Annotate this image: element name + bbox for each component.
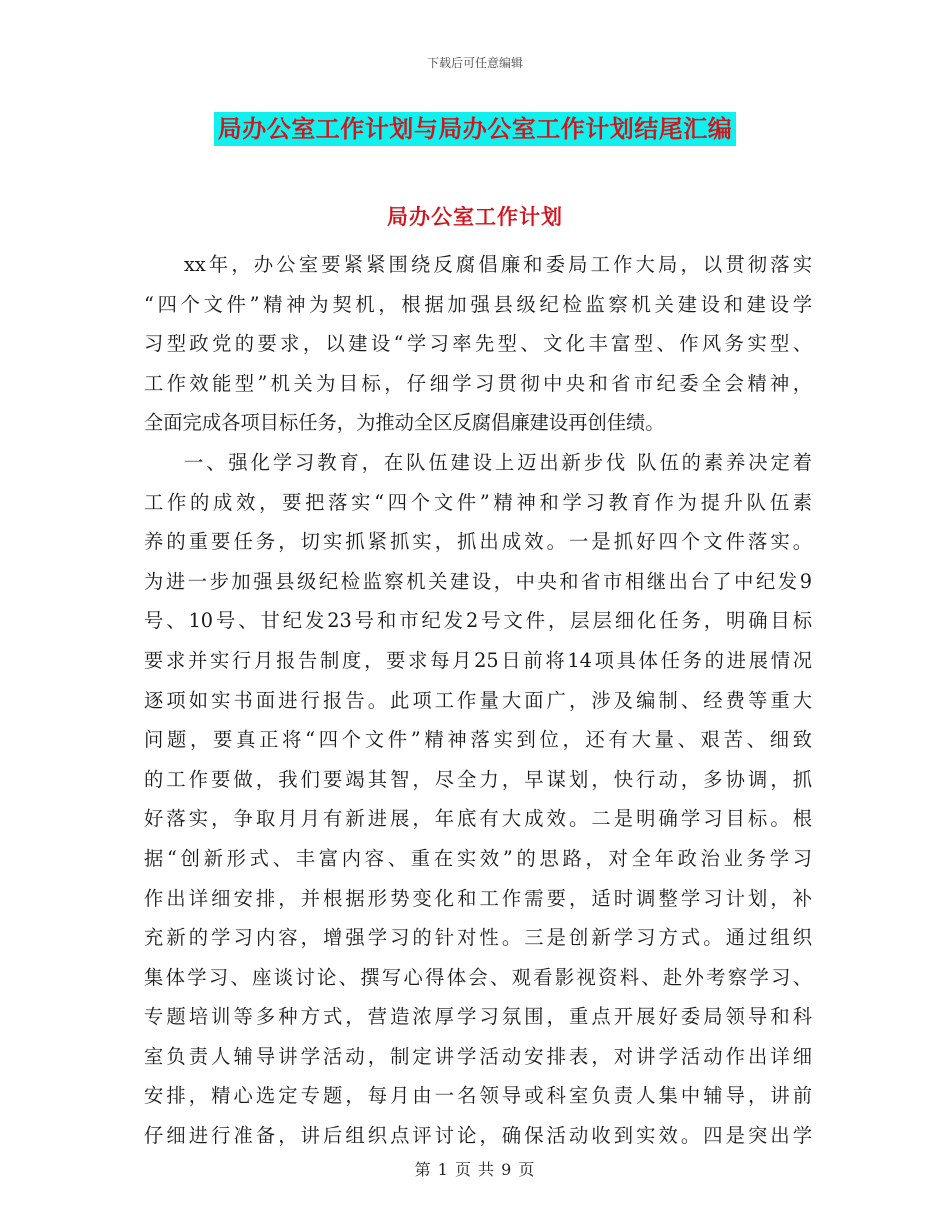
body-line: 问题，要真正将“四个文件”精神落实到位，还有大量、艰苦、细致 xyxy=(144,728,812,752)
body-line: 好落实，争取月月有新进展，年底有大成效。二是明确学习目标。根 xyxy=(144,807,812,831)
body-line: 充新的学习内容，增强学习的针对性。三是创新学习方式。通过组织 xyxy=(144,926,812,950)
body-line: 为进一步加强县级纪检监察机关建设，中央和省市相继出台了中纪发9 xyxy=(144,569,812,593)
body-line: 养的重要任务，切实抓紧抓实，抓出成效。一是抓好四个文件落实。 xyxy=(144,530,812,554)
document-main-title: 局办公室工作计划与局办公室工作计划结尾汇编 xyxy=(214,112,737,146)
body-line: 据“创新形式、丰富内容、重在实效”的思路，对全年政治业务学习 xyxy=(144,846,812,870)
body-line: 工作效能型”机关为目标，仔细学习贯彻中央和省市纪委全会精神， xyxy=(144,371,812,395)
body-line: 全面完成各项目标任务，为推动全区反腐倡廉建设再创佳绩。 xyxy=(144,411,665,435)
body-line: 工作的成效，要把落实“四个文件”精神和学习教育作为提升队伍素 xyxy=(144,490,812,514)
body-line: 习型政党的要求，以建设“学习率先型、文化丰富型、作风务实型、 xyxy=(144,332,812,356)
section-title: 局办公室工作计划 xyxy=(387,205,563,229)
body-line: 要求并实行月报告制度，要求每月25日前将14项具体任务的进展情况 xyxy=(144,648,812,672)
body-line: 号、10号、甘纪发23号和市纪发2号文件，层层细化任务，明确目标 xyxy=(144,609,812,633)
body-line: 室负责人辅导讲学活动，制定讲学活动安排表，对讲学活动作出详细 xyxy=(144,1044,812,1068)
main-title-container xyxy=(0,112,950,146)
body-line: 安排，精心选定专题，每月由一名领导或科室负责人集中辅导，讲前 xyxy=(144,1084,812,1108)
page-footer: 第 1 页 共 9 页 xyxy=(414,1160,536,1179)
header-note: 下载后可任意编辑 xyxy=(426,56,523,70)
body-line: 的工作要做，我们要竭其智，尽全力，早谋划，快行动，多协调，抓 xyxy=(144,767,812,791)
body-line: 一、强化学习教育，在队伍建设上迈出新步伐 队伍的素养决定着 xyxy=(184,450,812,474)
document-body xyxy=(144,245,812,1156)
body-line: 仔细进行准备，讲后组织点评讨论，确保活动收到实效。四是突出学 xyxy=(144,1124,812,1148)
body-line: 逐项如实书面进行报告。此项工作量大面广，涉及编制、经费等重大 xyxy=(144,688,812,712)
body-line: 专题培训等多种方式，营造浓厚学习氛围，重点开展好委局领导和科 xyxy=(144,1005,812,1029)
body-line: 作出详细安排，并根据形势变化和工作需要，适时调整学习计划，补 xyxy=(144,886,812,910)
body-line: 集体学习、座谈讨论、撰写心得体会、观看影视资料、赴外考察学习、 xyxy=(144,965,812,989)
body-line: “四个文件”精神为契机，根据加强县级纪检监察机关建设和建设学 xyxy=(144,292,812,316)
body-line: xx年，办公室要紧紧围绕反腐倡廉和委局工作大局，以贯彻落实 xyxy=(184,253,812,276)
